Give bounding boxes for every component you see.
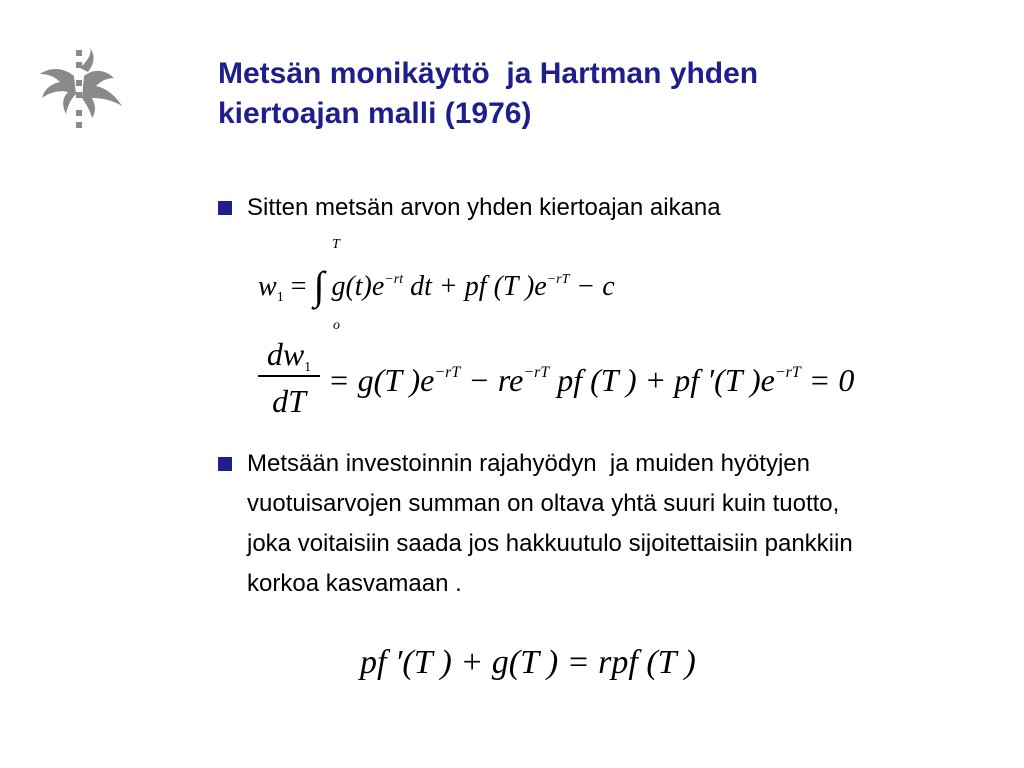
numerator-text: dw xyxy=(266,336,305,372)
eq2-part-4: = 0 xyxy=(808,362,855,398)
bullet-2-line-4: korkoa kasvamaan . xyxy=(247,570,462,597)
integral-sign-icon: ∫ xyxy=(313,263,325,308)
eq1-lhs: w xyxy=(258,271,277,302)
slide-title xyxy=(218,54,918,134)
bullet-1 xyxy=(218,188,721,228)
title-line-1: Metsän monikäyttö ja Hartman yhden xyxy=(218,57,759,90)
integral-lower-limit: o xyxy=(333,318,340,333)
derivative-fraction xyxy=(258,334,320,421)
eq2-part-3: pf (T ) + pf ′(T )e xyxy=(557,362,775,398)
eq1-lhs-sub: 1 xyxy=(276,290,284,305)
optimality-condition: pf ′(T ) + g(T ) = rpf (T ) xyxy=(360,644,696,681)
derivative-equation xyxy=(328,358,854,409)
fraction-denominator: dT xyxy=(272,383,306,419)
eq1-dt: dt + pf (T )e xyxy=(410,271,547,302)
bullet-1-text: Sitten metsän arvon yhden kiertoajan aikana xyxy=(247,194,721,221)
eq1-exp-2: −rT xyxy=(546,272,570,287)
equation-value xyxy=(258,262,615,312)
eq2-exp-2: −rT xyxy=(523,364,550,381)
integral-upper-limit: T xyxy=(332,237,340,252)
bullet-square-icon xyxy=(218,201,232,215)
numerator-sub: 1 xyxy=(304,360,312,375)
eq1-equals: = xyxy=(290,271,307,302)
fraction-numerator xyxy=(258,334,320,374)
fraction-bar xyxy=(258,375,320,377)
bullet-square-icon xyxy=(218,457,232,471)
title-line-2: kiertoajan malli (1976) xyxy=(218,97,532,130)
eq1-tail: − c xyxy=(576,271,615,302)
eq2-exp-3: −rT xyxy=(774,364,801,381)
bullet-2-line-1: Metsään investoinnin rajahyödyn ja muiden hyötyjen xyxy=(247,450,811,477)
bullet-2-line-2: vuotuisarvojen summan on oltava yhtä suuri kuin tuotto, xyxy=(247,490,840,517)
bullet-2 xyxy=(218,444,998,604)
eq1-exp-1: −rt xyxy=(384,272,404,287)
university-logo-icon xyxy=(36,48,128,134)
bullet-2-line-3: joka voitaisiin saada jos hakkuutulo sijoitettaisiin pankkiin xyxy=(247,530,853,557)
eq2-part-1: = g(T )e xyxy=(328,362,435,398)
eq2-exp-1: −rT xyxy=(434,364,461,381)
eq2-part-2: − re xyxy=(468,362,524,398)
eq1-integrand: g(t)e xyxy=(331,271,385,302)
